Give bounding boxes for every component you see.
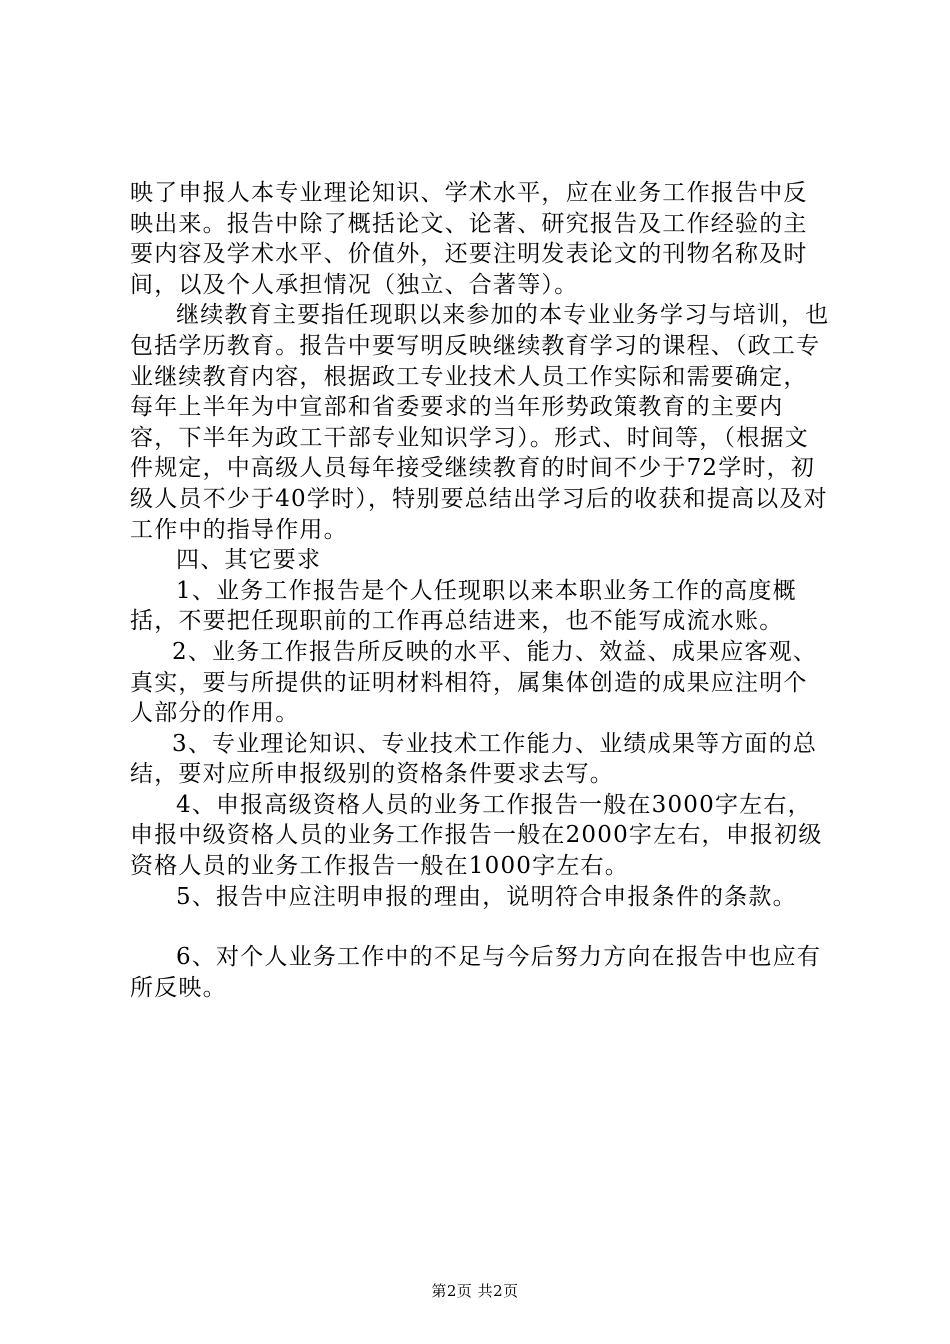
requirement-item-4: 4、申报高级资格人员的业务工作报告一般在3000字左右，申报中级资格人员的业务工作报告一般在2000字左右，申报初级资格人员的业务工作报告一般在1000字左右。 [130, 791, 823, 880]
paragraph-continuation: 映了申报人本专业理论知识、学术水平，应在业务工作报告中反映出来。报告中除了概括论文、论著、研究报告及工作经验的主要内容及学术水平、价值外，还要注明发表论文的刊物名称及时间，以及个人承担情况（独立、合著等）。 [130, 180, 808, 298]
paragraph-continuing-education: 继续教育主要指任现职以来参加的本专业业务学习与培训，也包括学历教育。报告中要写明反映继续教育学习的课程、（政工专业继续教育内容，根据政工专业技术人员工作实际和需要确定，每年上半年为中宣部和省委要求的当年形势政策教育的主要内容，下半年为政工干部专业知识学习）。形式、时间等，（根据文件规定，中高级人员每年接受继续教育的时间不少于72学时，初级人员不少于40学时），特别要总结出学习后的收获和提高以及对工作中的指导作用。 [130, 302, 830, 543]
requirement-item-3: 3、专业理论知识、专业技术工作能力、业绩成果等方面的总结，要对应所申报级别的资格条件要求去写。 [130, 730, 818, 788]
page-footer: 第2页 共2页 [431, 1282, 519, 1300]
requirement-item-2: 2、业务工作报告所反映的水平、能力、效益、成果应客观、真实，要与所提供的证明材料相符，属集体创造的成果应注明个人部分的作用。 [130, 638, 818, 727]
section-heading-other-requirements: 四、其它要求 [176, 547, 322, 574]
paragraph-gap [130, 912, 830, 942]
requirement-item-6: 6、对个人业务工作中的不足与今后努力方向在报告中也应有所反映。 [130, 944, 822, 1001]
document-body [130, 178, 830, 1003]
requirement-item-1: 1、业务工作报告是个人任现职以来本职业务工作的高度概括，不要把任现职前的工作再总结进来，也不能写成流水账。 [130, 577, 797, 635]
requirement-item-5: 5、报告中应注明申报的理由，说明符合申报条件的条款。 [176, 883, 797, 910]
